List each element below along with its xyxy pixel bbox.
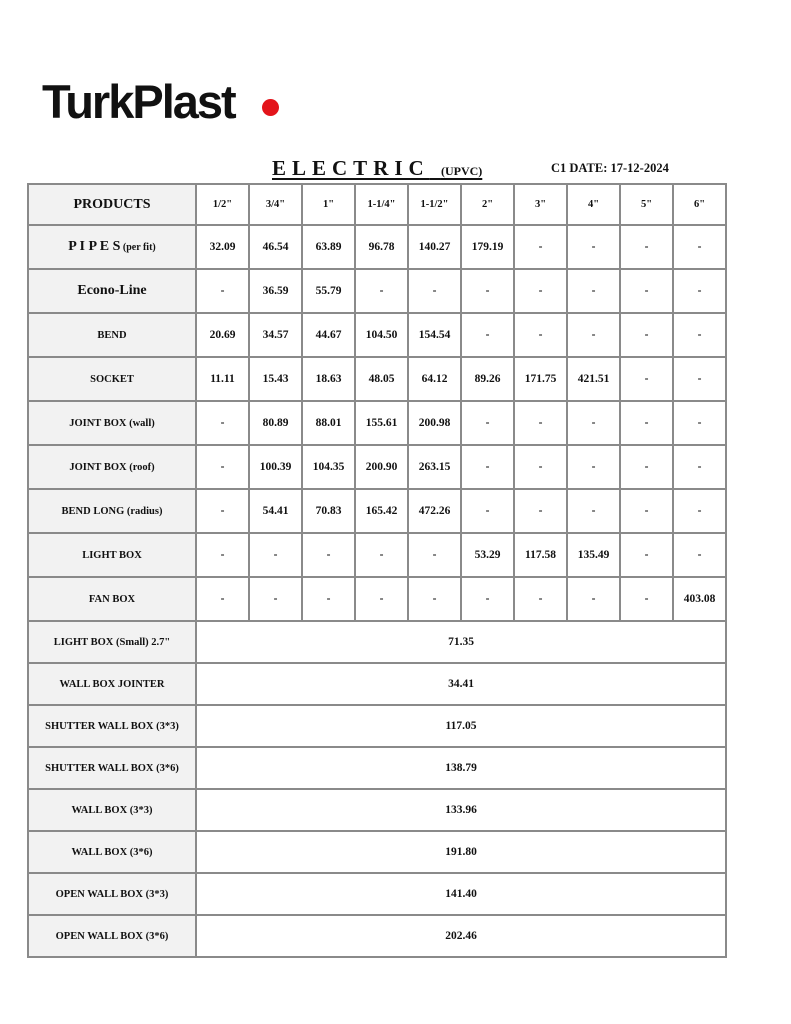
price-cell: 34.57 [249, 313, 302, 357]
table-row [28, 577, 726, 621]
price-cell: - [196, 269, 249, 313]
price-cell: - [514, 401, 567, 445]
price-cell: 63.89 [302, 225, 355, 269]
price-cell: 48.05 [355, 357, 408, 401]
price-cell: - [620, 225, 673, 269]
price-cell: 70.83 [302, 489, 355, 533]
price-cell: 154.54 [408, 313, 461, 357]
price-cell: - [302, 533, 355, 577]
table-row [28, 705, 726, 747]
price-cell: 55.79 [302, 269, 355, 313]
product-label: BEND [97, 329, 127, 341]
product-name: LIGHT BOX (Small) 2.7" [28, 621, 196, 663]
product-name [28, 357, 196, 401]
price-cell: 80.89 [249, 401, 302, 445]
table-row [28, 313, 726, 357]
price-cell: 191.80 [196, 831, 726, 873]
price-cell: - [620, 401, 673, 445]
price-cell: - [461, 489, 514, 533]
price-cell: 53.29 [461, 533, 514, 577]
price-cell: 46.54 [249, 225, 302, 269]
title-suffix: (UPVC) [440, 164, 483, 178]
product-name [28, 445, 196, 489]
size-header: 4" [567, 184, 620, 225]
price-cell: - [673, 269, 726, 313]
price-cell: 104.35 [302, 445, 355, 489]
price-cell: 179.19 [461, 225, 514, 269]
table-row [28, 873, 726, 915]
price-cell: 36.59 [249, 269, 302, 313]
product-name [28, 313, 196, 357]
product-name [28, 401, 196, 445]
price-cell: 421.51 [567, 357, 620, 401]
price-cell: - [620, 533, 673, 577]
size-header: 6" [673, 184, 726, 225]
price-cell: - [567, 269, 620, 313]
price-cell: - [249, 533, 302, 577]
product-name: WALL BOX (3*3) [28, 789, 196, 831]
price-cell: 200.90 [355, 445, 408, 489]
table-row [28, 747, 726, 789]
title-text: ELECTRIC [272, 156, 430, 180]
price-cell: 64.12 [408, 357, 461, 401]
price-cell: - [673, 313, 726, 357]
turkplast-logo: TurkPlast [42, 75, 235, 128]
product-name: OPEN WALL BOX (3*6) [28, 915, 196, 957]
price-cell: - [302, 577, 355, 621]
price-cell: 32.09 [196, 225, 249, 269]
price-cell: - [514, 313, 567, 357]
price-cell: - [355, 269, 408, 313]
size-header: 1-1/2" [408, 184, 461, 225]
product-label: JOINT BOX (roof) [69, 461, 155, 473]
price-cell: 117.05 [196, 705, 726, 747]
size-header: 1/2" [196, 184, 249, 225]
price-cell: 140.27 [408, 225, 461, 269]
price-cell: - [567, 445, 620, 489]
price-cell: - [673, 357, 726, 401]
price-cell: 71.35 [196, 621, 726, 663]
price-cell: 54.41 [249, 489, 302, 533]
table-row [28, 401, 726, 445]
price-cell: 403.08 [673, 577, 726, 621]
price-cell: 104.50 [355, 313, 408, 357]
price-cell: - [567, 313, 620, 357]
price-cell: 165.42 [355, 489, 408, 533]
price-cell: 11.11 [196, 357, 249, 401]
price-table [27, 183, 727, 958]
size-header: 1" [302, 184, 355, 225]
price-cell: 100.39 [249, 445, 302, 489]
product-name [28, 533, 196, 577]
price-cell: - [673, 445, 726, 489]
price-list-date: C1 DATE: 17-12-2024 [551, 161, 669, 175]
price-cell: - [567, 401, 620, 445]
price-cell: 200.98 [408, 401, 461, 445]
price-cell: - [461, 577, 514, 621]
table-row [28, 621, 726, 663]
size-header: 5" [620, 184, 673, 225]
price-cell: - [249, 577, 302, 621]
product-label: FAN BOX [88, 593, 136, 605]
table-row [28, 915, 726, 957]
price-cell: 138.79 [196, 747, 726, 789]
price-cell: - [567, 225, 620, 269]
table-row [28, 533, 726, 577]
price-cell: - [196, 533, 249, 577]
price-cell: 96.78 [355, 225, 408, 269]
price-cell: 141.40 [196, 873, 726, 915]
product-suffix: (per fit) [120, 242, 156, 253]
price-cell: - [461, 313, 514, 357]
price-cell: - [355, 533, 408, 577]
price-cell: - [408, 269, 461, 313]
price-cell: - [461, 445, 514, 489]
price-cell: - [673, 533, 726, 577]
price-cell: - [620, 357, 673, 401]
size-header: 3/4" [249, 184, 302, 225]
table-row [28, 789, 726, 831]
product-label: SOCKET [90, 373, 134, 385]
price-cell: 44.67 [302, 313, 355, 357]
price-cell: - [355, 577, 408, 621]
table-row [28, 225, 726, 269]
price-cell: 472.26 [408, 489, 461, 533]
price-cell: 89.26 [461, 357, 514, 401]
table-row [28, 357, 726, 401]
price-cell: - [196, 577, 249, 621]
product-name [28, 269, 196, 313]
price-cell: 15.43 [249, 357, 302, 401]
product-label: Econo-Line [77, 283, 147, 298]
price-cell: - [620, 445, 673, 489]
price-cell: - [673, 489, 726, 533]
price-cell: - [673, 401, 726, 445]
price-cell: - [196, 401, 249, 445]
price-cell: 133.96 [196, 789, 726, 831]
product-name [28, 577, 196, 621]
logo-red-dot [262, 99, 279, 116]
price-cell: - [514, 445, 567, 489]
product-name: WALL BOX (3*6) [28, 831, 196, 873]
table-row [28, 489, 726, 533]
table-row [28, 269, 726, 313]
price-cell: - [567, 489, 620, 533]
price-cell: 263.15 [408, 445, 461, 489]
price-cell: - [196, 445, 249, 489]
price-cell: - [673, 225, 726, 269]
product-name: SHUTTER WALL BOX (3*3) [28, 705, 196, 747]
price-cell: - [408, 533, 461, 577]
price-cell: 18.63 [302, 357, 355, 401]
price-cell: 20.69 [196, 313, 249, 357]
price-cell: - [620, 577, 673, 621]
products-header: PRODUCTS [28, 184, 196, 225]
price-cell: - [196, 489, 249, 533]
product-name: SHUTTER WALL BOX (3*6) [28, 747, 196, 789]
price-cell: - [461, 269, 514, 313]
product-label: P I P E S [68, 239, 121, 254]
product-label: LIGHT BOX [82, 549, 142, 561]
price-cell: 88.01 [302, 401, 355, 445]
price-cell: 117.58 [514, 533, 567, 577]
price-cell: 171.75 [514, 357, 567, 401]
table-row [28, 445, 726, 489]
product-label: BEND LONG (radius) [61, 505, 163, 517]
price-cell: - [408, 577, 461, 621]
price-cell: - [620, 489, 673, 533]
price-cell: - [514, 269, 567, 313]
price-cell: - [514, 225, 567, 269]
size-header: 3" [514, 184, 567, 225]
product-name: WALL BOX JOINTER [28, 663, 196, 705]
size-header: 1-1/4" [355, 184, 408, 225]
price-cell: 155.61 [355, 401, 408, 445]
price-cell: 202.46 [196, 915, 726, 957]
product-name: OPEN WALL BOX (3*3) [28, 873, 196, 915]
product-label: JOINT BOX (wall) [69, 417, 155, 429]
price-cell: - [567, 577, 620, 621]
price-cell: - [620, 313, 673, 357]
price-cell: - [514, 489, 567, 533]
price-cell: 135.49 [567, 533, 620, 577]
table-row [28, 831, 726, 873]
table-header-row [28, 184, 726, 225]
size-header: 2" [461, 184, 514, 225]
product-name [28, 489, 196, 533]
product-name [28, 225, 196, 269]
price-cell: - [620, 269, 673, 313]
price-cell: 34.41 [196, 663, 726, 705]
table-row [28, 663, 726, 705]
price-cell: - [461, 401, 514, 445]
page-title [272, 156, 482, 181]
price-cell: - [514, 577, 567, 621]
